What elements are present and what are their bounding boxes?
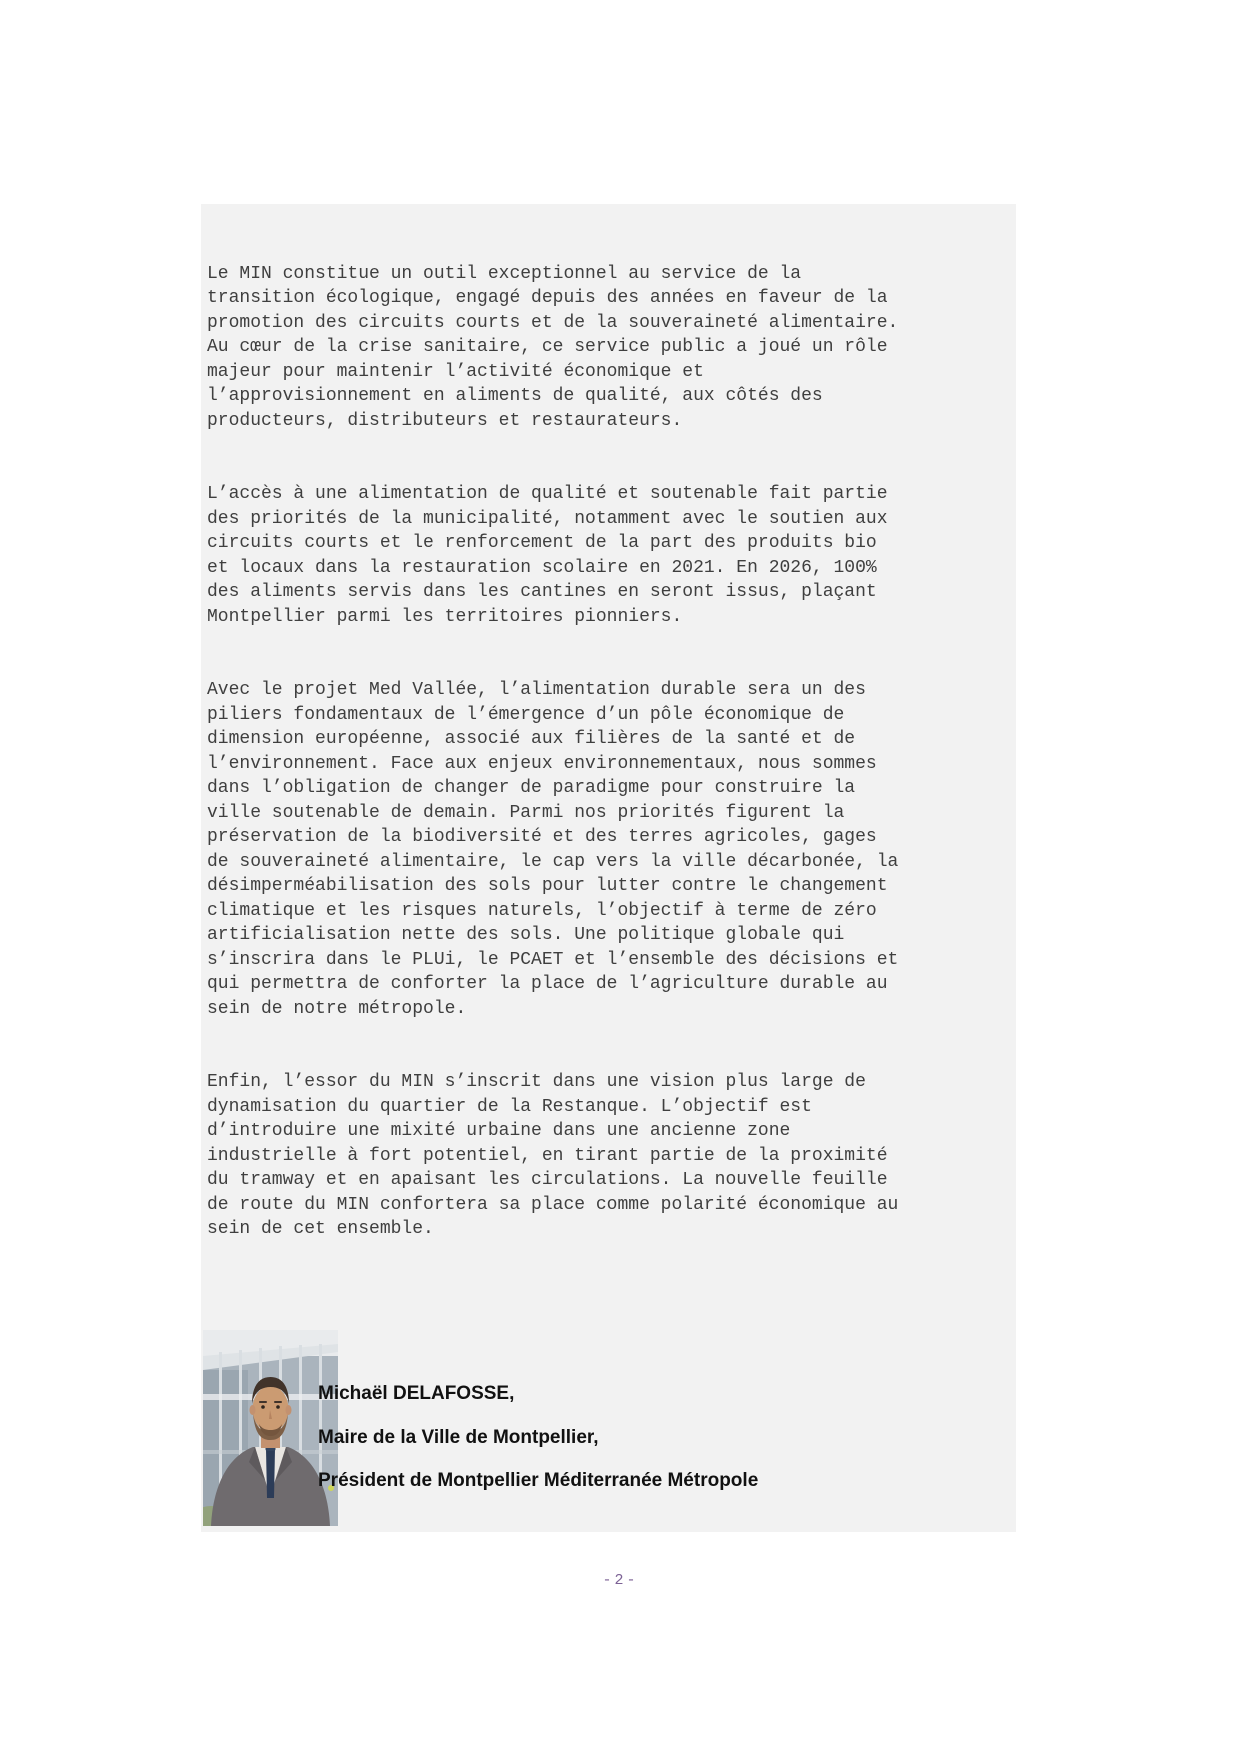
paragraph-alimentation-qualite: L’accès à une alimentation de qualité et soutenable fait partie des priorités de la municipalité, notamment avec le soutien aux circuits courts et le renforcement de la part des produits bio et locaux dans la restauration scolaire en 2021. En 2026, 100% des aliments servis dans les cantines en seront issus, plaçant Montpellier parmi les territoires pionniers. (207, 484, 888, 627)
signature-role-mayor: Maire de la Ville de Montpellier, (318, 1426, 599, 1448)
letter-body (207, 237, 987, 1291)
signature-name: Michaël DELAFOSSE, (318, 1383, 515, 1404)
signature-role-president: Président de Montpellier Méditerranée Métropole (318, 1470, 759, 1491)
page-number: -2- (602, 1572, 639, 1589)
signature-text (318, 1382, 758, 1513)
letter-panel (201, 204, 1016, 1532)
paragraph-intro-min: Le MIN constitue un outil exceptionnel au service de la transition écologique, engagé depuis des années en faveur de la promotion des circuits courts et de la souveraineté alimentaire. Au cœur de la crise sanitaire, ce service public a joué un rôle majeur pour maintenir l’activité économique et l’approvisionnement en aliments de qualité, aux côtés des producteurs, distributeurs et restaurateurs. (207, 263, 899, 431)
paragraph-med-vallee: Avec le projet Med Vallée, l’alimentation durable sera un des piliers fondamentaux de l’émergence d’un pôle économique de dimension européenne, associé aux filières de la santé et de l’environnement. Face aux enjeux environnementaux, nous sommes dans l’obligation de changer de paradigme pour construire la ville soutenable de demain. Parmi nos priorités figurent la préservation de la biodiversité et des terres agricoles, gages de souveraineté alimentaire, le cap vers la ville décarbonée, la désimperméabilisation des sols pour lutter contre le changement climatique et les risques naturels, l’objectif à terme de zéro artificialisation nette des sols. Une politique globale qui s’inscrira dans le PLUi, le PCAET et l’ensemble des décisions et qui permettra de conforter la place de l’agriculture durable au sein de notre métropole. (207, 680, 899, 1019)
paragraph-essor-min: Enfin, l’essor du MIN s’inscrit dans une vision plus large de dynamisation du quartier de la Restanque. L’objectif est d’introduire une mixité urbaine dans une ancienne zone industrielle à fort potentiel, en tirant partie de la proximité du tramway et en apaisant les circulations. La nouvelle feuille de route du MIN confortera sa place comme polarité économique au sein de cet ensemble. (207, 1072, 899, 1239)
